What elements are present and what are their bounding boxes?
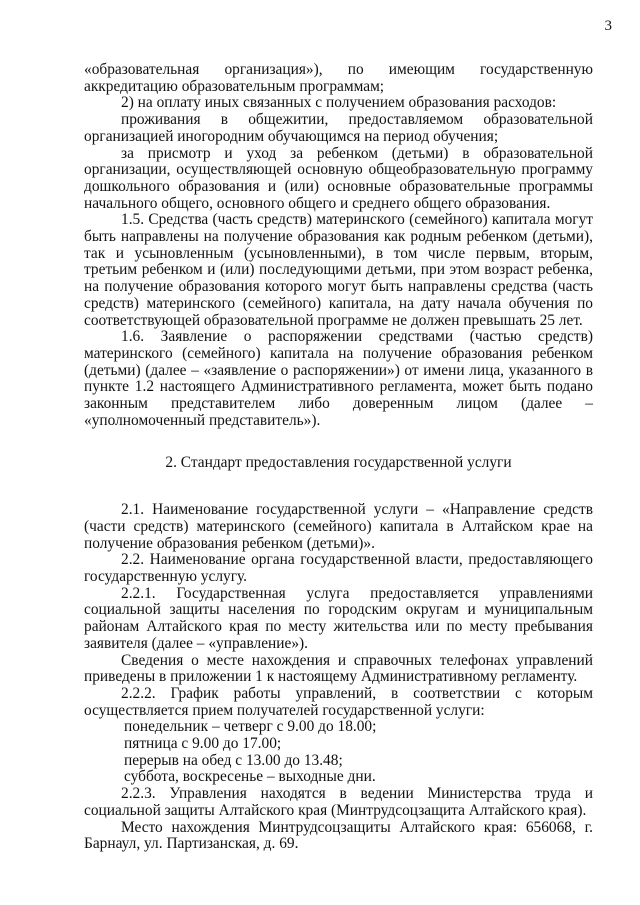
paragraph-childcare: за присмотр и уход за ребенком (детьми) в образовательной организации, осуществляющей основную общеобразовательную программу дошкольного образования и (или) основные образовательные программы начального общего, основного общего и среднего общего образования.	[84, 144, 593, 212]
section-title: 2. Стандарт предоставления государственной услуги	[165, 454, 512, 472]
paragraph-continuation: «образовательная организация»), по имеющим государственную аккредитацию образовательным программам;	[84, 61, 593, 95]
paragraph-2-1: 2.1. Наименование государственной услуги – «Направление средств (части средств) материнского (семейного) капитала в Алтайском крае на получение образования ребенком (детьми)».	[84, 501, 593, 552]
document-body	[84, 62, 593, 853]
schedule-item: перерыв на обед с 13.00 до 13.48;	[124, 751, 343, 769]
paragraph-dormitory: проживания в общежитии, предоставляемом образовательной организацией иногородним обучающимся на период обучения;	[84, 111, 593, 145]
page-number: 3	[604, 18, 612, 34]
paragraph-ministry-address: Место нахождения Минтрудсоцзащиты Алтайского края: 656068, г. Барнаул, ул. Партизанская, д. 69.	[84, 818, 593, 853]
paragraph-2-2: 2.2. Наименование органа государственной власти, предоставляющего государственную услугу.	[84, 551, 593, 585]
paragraph-expenses-item-2: 2) на оплату иных связанных с получением образования расходов:	[121, 94, 557, 112]
paragraph-2-2-3: 2.2.3. Управления находятся в ведении Министерства труда и социальной защиты Алтайского края (Минтрудсоцзащита Алтайского края).	[84, 785, 593, 819]
paragraph-2-2-2: 2.2.2. График работы управлений, в соответствии с которым осуществляется прием получателей государственной услуги:	[84, 684, 593, 719]
schedule-item: понедельник – четверг с 9.00 до 18.00;	[124, 718, 377, 736]
paragraph-1-5: 1.5. Средства (часть средств) материнского (семейного) капитала могут быть направлены на получение образования как родным ребенком (детьми), так и усыновленным (усыновленными), в том числе первым, вторым, третьим ребенком и (или) последующими детьми, при этом возраст ребенка, на получение образования которого могут быть направлены средства (часть средств) материнского (семейного) капитала, на дату начала обучения по соответствующей образовательной программе не должен превышать 25 лет.	[84, 211, 593, 329]
paragraph-1-6: 1.6. Заявление о распоряжении средствами (частью средств) материнского (семейного) капитала на получение образования ребенком (детьми) (далее – «заявление о распоряжении») от имени лица, указанного в пункте 1.2 настоящего Административного регламента, может быть подано законным представителем либо доверенным лицом (далее – «уполномоченный представитель»).	[84, 328, 593, 429]
paragraph-contacts: Сведения о месте нахождения и справочных телефонах управлений приведены в приложении 1 к настоящему Административному регламенту.	[84, 651, 593, 686]
schedule-item: суббота, воскресенье – выходные дни.	[124, 768, 376, 786]
paragraph-2-2-1: 2.2.1. Государственная услуга предоставляется управлениями социальной защиты населения по городским округам и муниципальным районам Алтайского края по месту жительства или по месту пребывания заявителя (далее – «управление»).	[84, 584, 593, 652]
schedule-item: пятница с 9.00 до 17.00;	[124, 735, 282, 753]
